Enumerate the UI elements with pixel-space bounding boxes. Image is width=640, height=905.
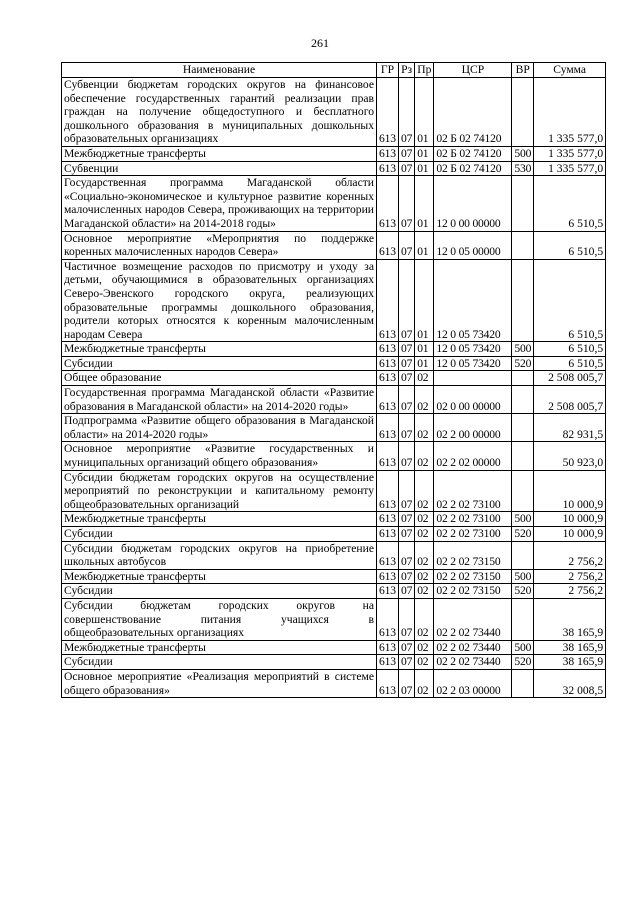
cell-vr [512,371,534,386]
table-row [62,342,606,357]
cell-csr: 02 2 02 73100 [434,512,512,527]
cell-csr: 02 Б 02 74120 [434,161,512,176]
table-row [62,669,606,697]
cell-name: Общее образование [62,371,377,386]
cell-pr: 02 [415,655,434,670]
cell-sum: 50 923,0 [534,442,606,470]
table-row [62,371,606,386]
cell-gr: 613 [377,541,399,569]
cell-sum: 2 508 005,7 [534,371,606,386]
cell-pr: 01 [415,356,434,371]
cell-gr: 613 [377,146,399,161]
cell-name: Субсидии бюджетам городских округов на осуществление мероприятий по реконструкции и капитальному ремонту общеобразовательных организаций [62,470,377,512]
cell-rz: 07 [399,541,415,569]
cell-rz: 07 [399,584,415,599]
cell-vr: 520 [512,356,534,371]
cell-csr: 02 2 02 73440 [434,655,512,670]
cell-pr: 02 [415,470,434,512]
header-rz: Рз [399,63,415,78]
cell-vr: 520 [512,584,534,599]
cell-vr [512,541,534,569]
cell-gr: 613 [377,598,399,640]
cell-csr: 02 2 03 00000 [434,669,512,697]
cell-sum: 32 008,5 [534,669,606,697]
cell-pr: 02 [415,569,434,584]
cell-rz: 07 [399,470,415,512]
cell-csr: 02 0 00 00000 [434,386,512,414]
cell-name: Межбюджетные трансферты [62,512,377,527]
cell-sum: 1 335 577,0 [534,146,606,161]
cell-vr [512,78,534,147]
cell-name: Субвенции [62,161,377,176]
cell-pr: 02 [415,584,434,599]
cell-rz: 07 [399,231,415,259]
cell-name: Основное мероприятие «Мероприятия по поддержке коренных малочисленных народов Севера» [62,231,377,259]
cell-pr: 01 [415,231,434,259]
table-row [62,527,606,542]
table-row [62,414,606,442]
cell-sum: 1 335 577,0 [534,78,606,147]
cell-csr: 02 2 02 73150 [434,541,512,569]
table-row [62,584,606,599]
header-vr: ВР [512,63,534,78]
cell-pr: 02 [415,386,434,414]
cell-csr: 02 2 02 00000 [434,442,512,470]
cell-name: Государственная программа Магаданской области «Развитие образования в Магаданской области» на 2014-2020 годы» [62,386,377,414]
cell-sum: 6 510,5 [534,176,606,231]
header-csr: ЦСР [434,63,512,78]
cell-gr: 613 [377,78,399,147]
cell-csr: 02 Б 02 74120 [434,146,512,161]
cell-rz: 07 [399,146,415,161]
cell-name: Субсидии [62,584,377,599]
cell-csr: 12 0 05 00000 [434,231,512,259]
budget-table [61,62,606,698]
cell-name: Межбюджетные трансферты [62,569,377,584]
cell-name: Государственная программа Магаданской области «Социально-экономическое и культурное развитие коренных малочисленных народов Севера, проживающих на территории Магаданской области» на 2014-2018 годы» [62,176,377,231]
cell-gr: 613 [377,569,399,584]
cell-name: Межбюджетные трансферты [62,146,377,161]
cell-sum: 10 000,9 [534,512,606,527]
table-row [62,78,606,147]
cell-rz: 07 [399,655,415,670]
table-body [62,78,606,698]
header-gr: ГР [377,63,399,78]
cell-gr: 613 [377,342,399,357]
cell-gr: 613 [377,356,399,371]
cell-rz: 07 [399,512,415,527]
cell-rz: 07 [399,342,415,357]
cell-name: Межбюджетные трансферты [62,342,377,357]
cell-rz: 07 [399,176,415,231]
cell-pr: 01 [415,259,434,342]
cell-csr: 02 2 02 73150 [434,569,512,584]
cell-rz: 07 [399,669,415,697]
cell-vr [512,259,534,342]
table-row [62,176,606,231]
cell-pr: 02 [415,512,434,527]
cell-name: Субсидии [62,356,377,371]
cell-name: Межбюджетные трансферты [62,640,377,655]
table-row [62,512,606,527]
cell-vr: 500 [512,146,534,161]
table-row [62,470,606,512]
cell-name: Субсидии бюджетам городских округов на приобретение школьных автобусов [62,541,377,569]
cell-csr: 02 2 02 73100 [434,527,512,542]
table-row [62,386,606,414]
cell-vr [512,176,534,231]
cell-vr [512,598,534,640]
cell-vr: 520 [512,527,534,542]
header-sum: Сумма [534,63,606,78]
cell-rz: 07 [399,640,415,655]
cell-sum: 38 165,9 [534,598,606,640]
cell-rz: 07 [399,78,415,147]
cell-rz: 07 [399,371,415,386]
cell-name: Основное мероприятие «Развитие государственных и муниципальных организаций общего образования» [62,442,377,470]
cell-rz: 07 [399,259,415,342]
cell-csr: 02 Б 02 74120 [434,78,512,147]
cell-pr: 01 [415,161,434,176]
cell-csr: 02 2 02 73150 [434,584,512,599]
cell-rz: 07 [399,414,415,442]
table-row [62,231,606,259]
cell-vr: 520 [512,655,534,670]
cell-rz: 07 [399,569,415,584]
cell-gr: 613 [377,584,399,599]
table-row [62,259,606,342]
cell-rz: 07 [399,386,415,414]
cell-vr [512,669,534,697]
cell-sum: 6 510,5 [534,342,606,357]
cell-vr: 530 [512,161,534,176]
table-row [62,161,606,176]
cell-sum: 38 165,9 [534,640,606,655]
table-row [62,569,606,584]
cell-csr: 12 0 05 73420 [434,356,512,371]
cell-sum: 2 508 005,7 [534,386,606,414]
cell-pr: 01 [415,146,434,161]
cell-sum: 6 510,5 [534,356,606,371]
cell-pr: 02 [415,669,434,697]
page-number: 261 [311,36,329,50]
cell-gr: 613 [377,371,399,386]
cell-csr: 12 0 00 00000 [434,176,512,231]
cell-gr: 613 [377,669,399,697]
cell-csr: 02 2 00 00000 [434,414,512,442]
cell-vr [512,442,534,470]
table-row [62,541,606,569]
cell-csr [434,371,512,386]
cell-name: Субвенции бюджетам городских округов на финансовое обеспечение государственных гарантий реализации прав граждан на получение общедоступного и бесплатного дошкольного образования в муниципальных дошкольных образовательных организациях [62,78,377,147]
cell-sum: 82 931,5 [534,414,606,442]
cell-csr: 12 0 05 73420 [434,259,512,342]
cell-vr: 500 [512,640,534,655]
cell-csr: 02 2 02 73100 [434,470,512,512]
cell-vr [512,386,534,414]
cell-gr: 613 [377,414,399,442]
cell-csr: 02 2 02 73440 [434,640,512,655]
cell-rz: 07 [399,356,415,371]
cell-sum: 2 756,2 [534,584,606,599]
cell-pr: 01 [415,342,434,357]
cell-gr: 613 [377,231,399,259]
cell-vr: 500 [512,342,534,357]
table-row [62,598,606,640]
cell-pr: 02 [415,442,434,470]
cell-gr: 613 [377,259,399,342]
cell-sum: 10 000,9 [534,527,606,542]
table-row [62,146,606,161]
cell-pr: 02 [415,541,434,569]
table-header-row [62,63,606,78]
cell-gr: 613 [377,655,399,670]
cell-sum: 2 756,2 [534,541,606,569]
cell-rz: 07 [399,442,415,470]
cell-name: Субсидии бюджетам городских округов на совершенствование питания учащихся в общеобразовательных организациях [62,598,377,640]
cell-name: Субсидии [62,655,377,670]
cell-vr [512,470,534,512]
cell-sum: 10 000,9 [534,470,606,512]
cell-pr: 02 [415,371,434,386]
cell-csr: 12 0 05 73420 [434,342,512,357]
cell-sum: 6 510,5 [534,231,606,259]
table-row [62,640,606,655]
table-row [62,655,606,670]
cell-gr: 613 [377,176,399,231]
cell-pr: 02 [415,640,434,655]
cell-vr: 500 [512,569,534,584]
cell-vr [512,231,534,259]
cell-rz: 07 [399,161,415,176]
cell-rz: 07 [399,598,415,640]
cell-pr: 02 [415,598,434,640]
cell-sum: 38 165,9 [534,655,606,670]
cell-sum: 2 756,2 [534,569,606,584]
header-name: Наименование [62,63,377,78]
cell-vr: 500 [512,512,534,527]
table-row [62,442,606,470]
cell-gr: 613 [377,386,399,414]
cell-gr: 613 [377,640,399,655]
cell-pr: 02 [415,414,434,442]
cell-sum: 6 510,5 [534,259,606,342]
cell-sum: 1 335 577,0 [534,161,606,176]
cell-gr: 613 [377,161,399,176]
cell-gr: 613 [377,512,399,527]
cell-gr: 613 [377,470,399,512]
cell-name: Частичное возмещение расходов по присмотру и уходу за детьми, обучающимися в образовательных организациях Северо-Эвенского городского округа, реализующих образовательные программы дошкольного образования, родители которых относятся к коренным малочисленным народам Севера [62,259,377,342]
cell-pr: 01 [415,176,434,231]
cell-pr: 01 [415,78,434,147]
cell-vr [512,414,534,442]
cell-name: Субсидии [62,527,377,542]
cell-csr: 02 2 02 73440 [434,598,512,640]
cell-name: Основное мероприятие «Реализация мероприятий в системе общего образования» [62,669,377,697]
header-pr: Пр [415,63,434,78]
cell-gr: 613 [377,527,399,542]
cell-rz: 07 [399,527,415,542]
cell-pr: 02 [415,527,434,542]
table-row [62,356,606,371]
cell-gr: 613 [377,442,399,470]
cell-name: Подпрограмма «Развитие общего образования в Магаданской области» на 2014-2020 годы» [62,414,377,442]
